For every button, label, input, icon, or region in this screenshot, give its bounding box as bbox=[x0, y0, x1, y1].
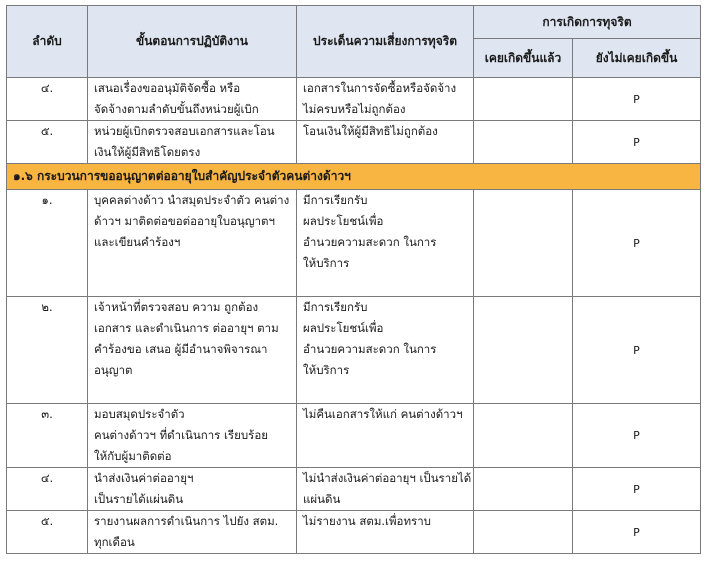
step-cell bbox=[88, 468, 297, 511]
risk-cell bbox=[297, 121, 474, 164]
row-number: ๔. bbox=[7, 468, 88, 511]
header-risk: ประเด็นความเสี่ยงการทุจริต bbox=[297, 6, 474, 78]
risk-text: ไม่ครบหรือไม่ถูกต้อง bbox=[303, 102, 406, 116]
risk-assessment-table bbox=[6, 5, 701, 554]
step-text: เป็นรายได้แผ่นดิน bbox=[94, 492, 184, 506]
table-row bbox=[7, 297, 701, 404]
step-cell bbox=[88, 404, 297, 468]
step-text: หน่วยผู้เบิกตรวจสอบเอกสารและโอน bbox=[94, 124, 275, 138]
step-text: นำส่งเงินค่าต่ออายุฯ bbox=[94, 471, 194, 485]
not-occurred-mark: P bbox=[573, 78, 701, 121]
risk-cell bbox=[297, 190, 474, 297]
header-occurred: เคยเกิดขึ้นแล้ว bbox=[474, 39, 573, 78]
step-cell bbox=[88, 297, 297, 404]
risk-cell bbox=[297, 468, 474, 511]
step-text: อนุญาต bbox=[94, 363, 133, 377]
risk-cell bbox=[297, 511, 474, 554]
table-row bbox=[7, 511, 701, 554]
not-occurred-mark: P bbox=[573, 404, 701, 468]
step-text: คนต่างด้าวฯ ที่ดำเนินการ เรียบร้อย bbox=[94, 428, 268, 442]
occurred-cell bbox=[474, 297, 573, 404]
risk-cell bbox=[297, 404, 474, 468]
step-text: ทุกเดือน bbox=[94, 535, 135, 549]
not-occurred-mark: P bbox=[573, 121, 701, 164]
risk-text: มีการเรียกรับ bbox=[303, 300, 368, 314]
section-row bbox=[7, 164, 701, 190]
risk-text: แผ่นดิน bbox=[303, 492, 341, 506]
row-number: ๔. bbox=[7, 78, 88, 121]
step-text: มอบสมุดประจำตัว bbox=[94, 407, 185, 421]
row-number: ๓. bbox=[7, 404, 88, 468]
table-row bbox=[7, 468, 701, 511]
step-text: รายงานผลการดำเนินการ ไปยัง สตม. bbox=[94, 514, 279, 528]
header-order: ลำดับ bbox=[7, 6, 88, 78]
risk-text: โอนเงินให้ผู้มีสิทธิไม่ถูกต้อง bbox=[303, 124, 438, 138]
section-title: ๑.๖ กระบวนการขออนุญาตต่ออายุใบสำคัญประจำตัวคนต่างด้าวฯ bbox=[7, 164, 701, 190]
occurred-cell bbox=[474, 468, 573, 511]
risk-text: เอกสารในการจัดซื้อหรือจัดจ้าง bbox=[303, 81, 457, 95]
table-row bbox=[7, 78, 701, 121]
table-row bbox=[7, 190, 701, 297]
risk-cell bbox=[297, 78, 474, 121]
step-text: จัดจ้างตามลำดับขั้นถึงหน่วยผู้เบิก bbox=[94, 102, 259, 116]
step-text: เสนอเรื่องขออนุมัติจัดซื้อ หรือ bbox=[94, 81, 241, 95]
occurred-cell bbox=[474, 404, 573, 468]
risk-text: อำนวยความสะดวก ในการ bbox=[303, 235, 437, 249]
header-occurrence: การเกิดการทุจริต bbox=[474, 6, 701, 39]
occurred-cell bbox=[474, 511, 573, 554]
not-occurred-mark: P bbox=[573, 511, 701, 554]
step-text: เอกสาร และดำเนินการ ต่ออายุฯ ตาม bbox=[94, 321, 279, 335]
risk-text: ไม่คืนเอกสารให้แก่ คนต่างด้าวฯ bbox=[303, 407, 463, 421]
step-cell bbox=[88, 190, 297, 297]
table-row bbox=[7, 121, 701, 164]
risk-text: ไม่รายงาน สตม.เพื่อทราบ bbox=[303, 514, 431, 528]
step-text: คำร้องขอ เสนอ ผู้มีอำนาจพิจารณา bbox=[94, 342, 268, 356]
risk-text: ผลประโยชน์เพื่อ bbox=[303, 321, 384, 335]
step-cell bbox=[88, 78, 297, 121]
row-number: ๑. bbox=[7, 190, 88, 297]
step-text: บุคคลต่างด้าว นำสมุดประจำตัว คนต่าง bbox=[94, 193, 290, 207]
risk-text: ให้บริการ bbox=[303, 256, 350, 270]
risk-text: ผลประโยชน์เพื่อ bbox=[303, 214, 384, 228]
risk-text: ไม่นำส่งเงินค่าต่ออายุฯ เป็นรายได้ bbox=[303, 471, 472, 485]
risk-text: อำนวยความสะดวก ในการ bbox=[303, 342, 437, 356]
step-text: ด้าวฯ มาติดต่อขอต่ออายุใบอนุญาตฯ bbox=[94, 214, 275, 228]
risk-text: ให้บริการ bbox=[303, 363, 350, 377]
header-steps: ขั้นตอนการปฏิบัติงาน bbox=[88, 6, 297, 78]
step-cell bbox=[88, 511, 297, 554]
step-text: เงินให้ผู้มีสิทธิโดยตรง bbox=[94, 145, 201, 159]
occurred-cell bbox=[474, 78, 573, 121]
not-occurred-mark: P bbox=[573, 297, 701, 404]
step-text: ให้กับผู้มาติดต่อ bbox=[94, 449, 172, 463]
occurred-cell bbox=[474, 190, 573, 297]
row-number: ๕. bbox=[7, 121, 88, 164]
not-occurred-mark: P bbox=[573, 190, 701, 297]
not-occurred-mark: P bbox=[573, 468, 701, 511]
occurred-cell bbox=[474, 121, 573, 164]
step-text: เจ้าหน้าที่ตรวจสอบ ความ ถูกต้อง bbox=[94, 300, 259, 314]
step-text: และเขียนคำร้องฯ bbox=[94, 235, 181, 249]
header-not-occurred: ยังไม่เคยเกิดขึ้น bbox=[573, 39, 701, 78]
row-number: ๒. bbox=[7, 297, 88, 404]
table-row bbox=[7, 404, 701, 468]
risk-cell bbox=[297, 297, 474, 404]
risk-text: มีการเรียกรับ bbox=[303, 193, 368, 207]
step-cell bbox=[88, 121, 297, 164]
row-number: ๕. bbox=[7, 511, 88, 554]
